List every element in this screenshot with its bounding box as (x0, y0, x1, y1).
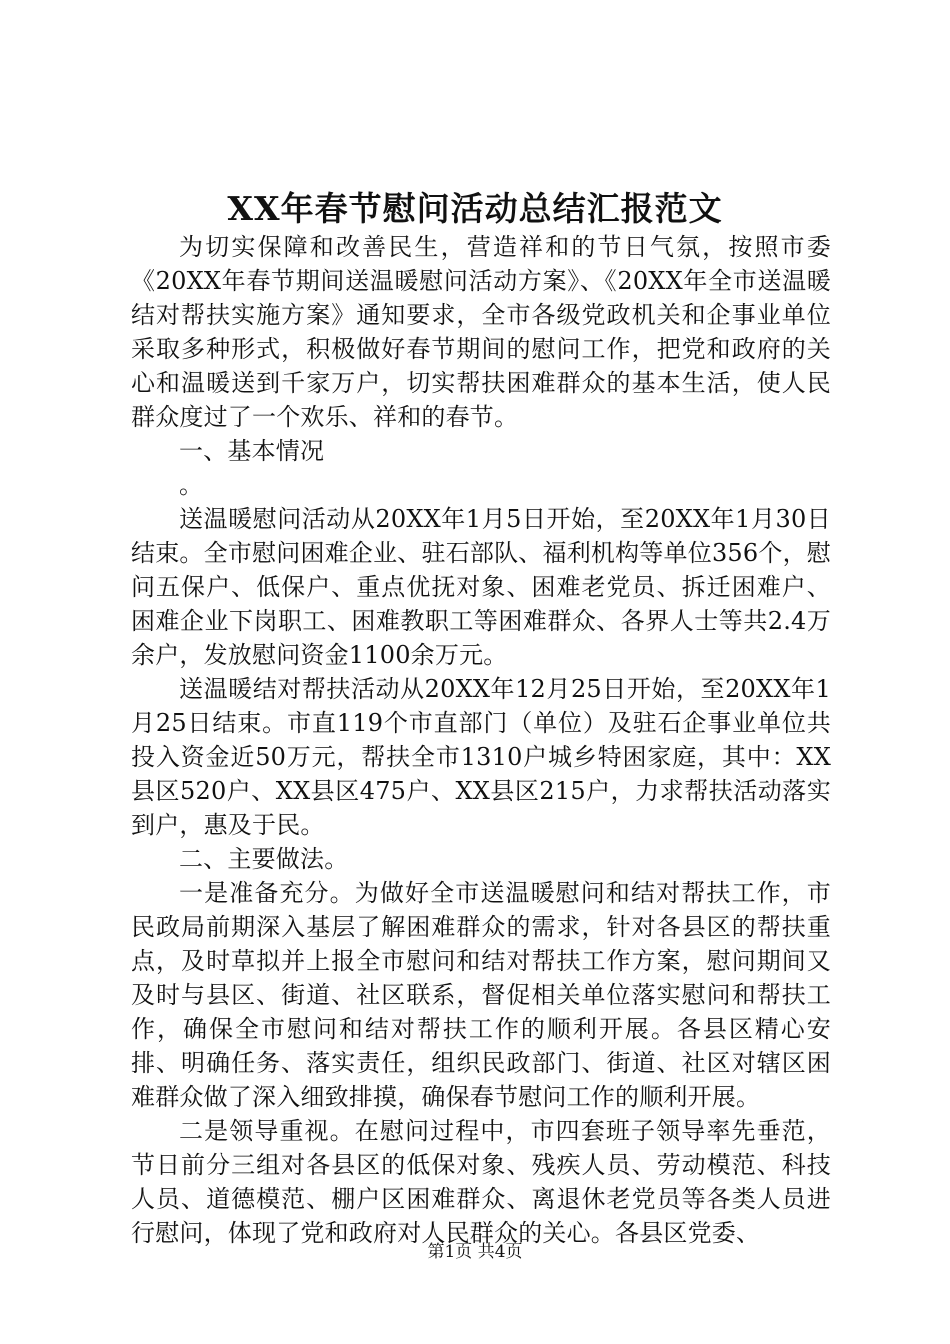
document-body (131, 230, 831, 1250)
page-number-footer: 第1页 共4页 (427, 1242, 523, 1262)
paragraph-leadership: 二是领导重视。在慰问过程中，市四套班子领导率先垂范，节日前分三组对各县区的低保对象、残疾人员、劳动模范、科技人员、道德模范、棚户区困难群众、离退休老党员等各类人员进行慰问，体现了党和政府对人民群众的关心。各县区党委、 (131, 1117, 831, 1247)
paragraph-intro: 为切实保障和改善民生，营造祥和的节日气氛，按照市委《20XX年春节期间送温暖慰问活动方案》、《20XX年全市送温暖结对帮扶实施方案》通知要求，全市各级党政机关和企事业单位采取多种形式，积极做好春节期间的慰问工作，把党和政府的关心和温暖送到千家万户，切实帮扶困难群众的基本生活，使人民群众度过了一个欢乐、祥和的春节。 (131, 233, 831, 431)
document-title: XX年春节慰问活动总结汇报范文 (227, 189, 723, 228)
paragraph-condolence-activity: 送温暖慰问活动从20XX年1月5日开始，至20XX年1月30日结束。全市慰问困难企业、驻石部队、福利机构等单位356个，慰问五保户、低保户、重点优抚对象、困难老党员、拆迁困难户、困难企业下岗职工、困难教职工等困难群众、各界人士等共2.4万余户，发放慰问资金1100余万元。 (131, 505, 831, 669)
paragraph-mark: 。 (179, 471, 204, 499)
paragraph-preparation: 一是准备充分。为做好全市送温暖慰问和结对帮扶工作，市民政局前期深入基层了解困难群众的需求，针对各县区的帮扶重点，及时草拟并上报全市慰问和结对帮扶工作方案，慰问期间又及时与县区、街道、社区联系，督促相关单位落实慰问和帮扶工作，确保全市慰问和结对帮扶工作的顺利开展。各县区精心安排、明确任务、落实责任，组织民政部门、街道、社区对辖区困难群众做了深入细致排摸，确保春节慰问工作的顺利开展。 (131, 879, 831, 1111)
section-heading-methods: 二、主要做法。 (179, 845, 349, 873)
paragraph-pairing-assistance: 送温暖结对帮扶活动从20XX年12月25日开始，至20XX年1月25日结束。市直119个市直部门（单位）及驻石企事业单位共投入资金近50万元，帮扶全市1310户城乡特困家庭，其中：XX县区520户、XX县区475户、XX县区215户，力求帮扶活动落实到户，惠及于民。 (131, 675, 831, 839)
section-heading-basic: 一、基本情况 (179, 437, 325, 465)
